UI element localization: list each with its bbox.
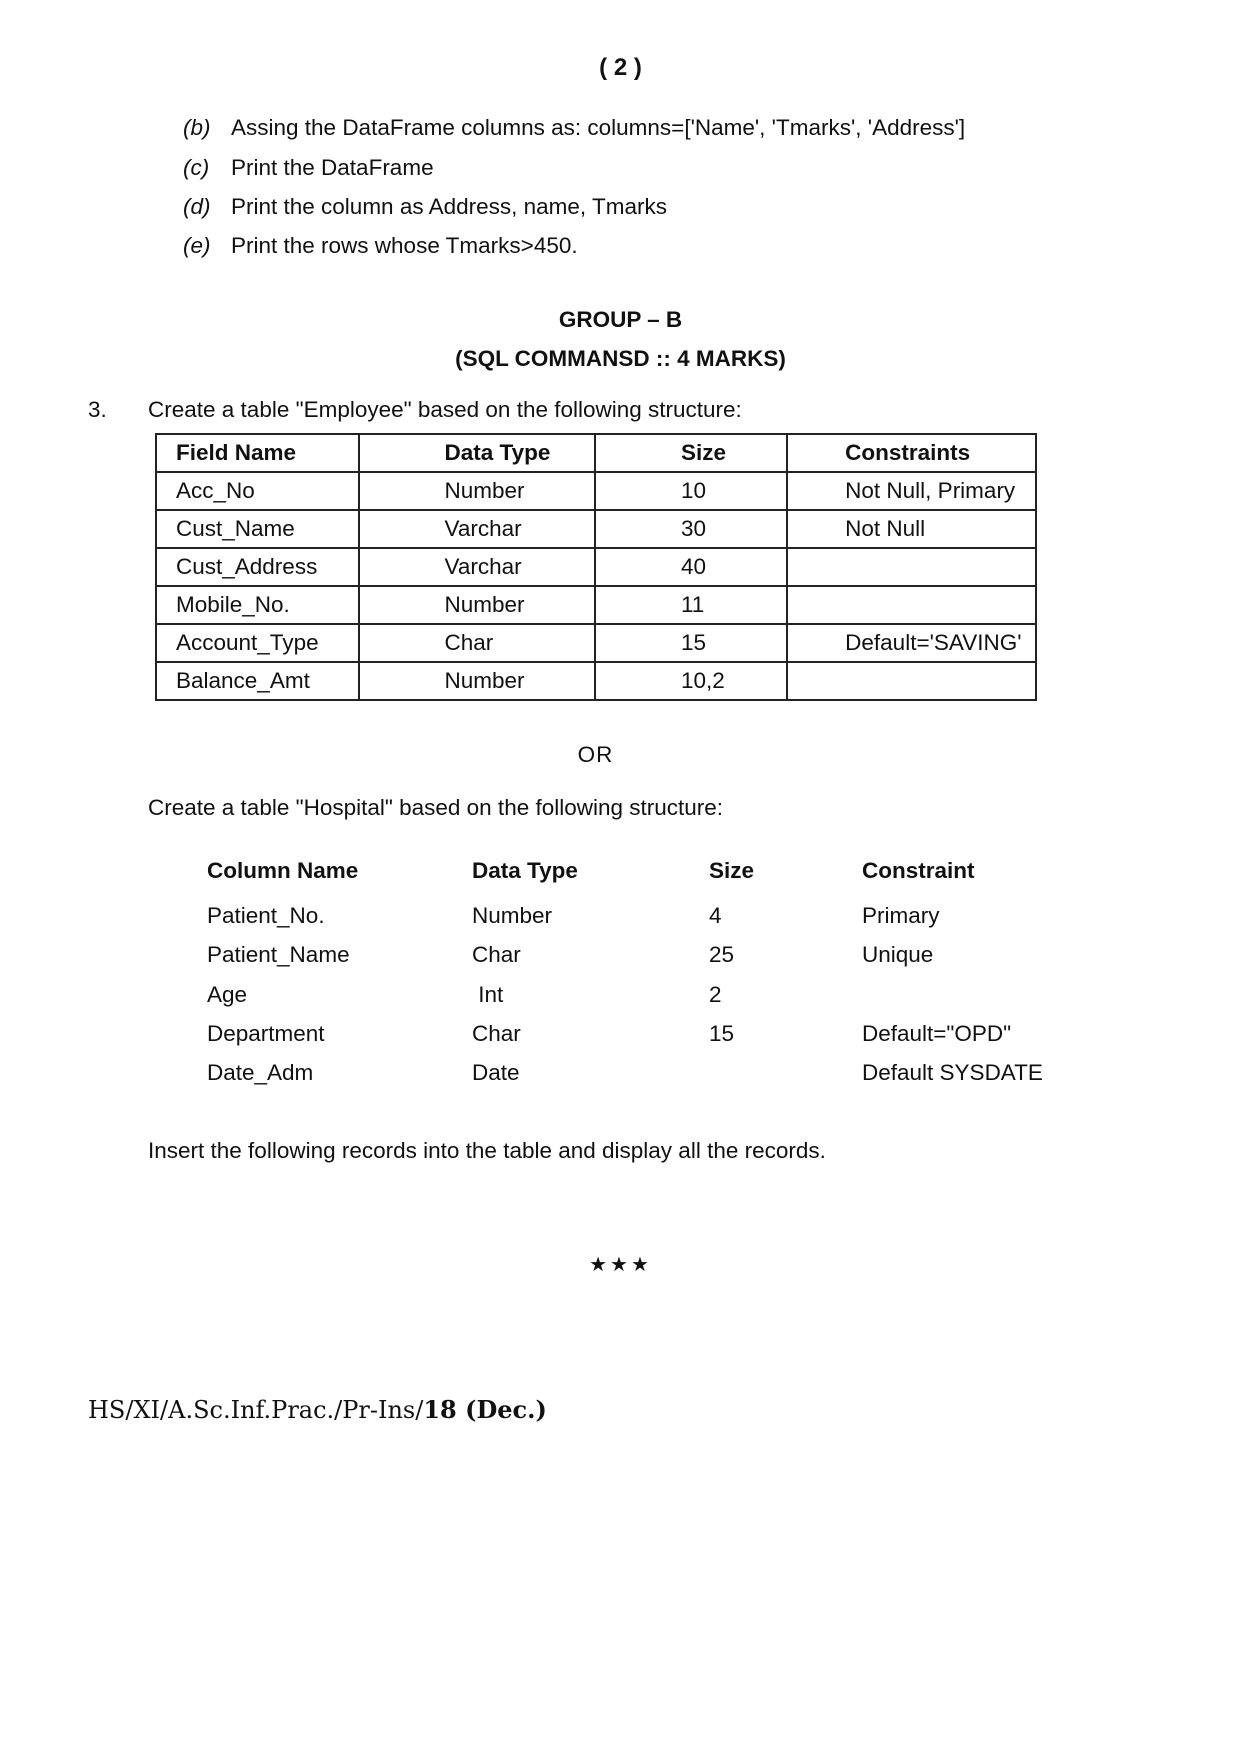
sub-item-label: (c) xyxy=(183,155,210,180)
header-cell: Size xyxy=(709,858,755,883)
table-cell: 30 xyxy=(595,510,787,548)
table-cell: Varchar xyxy=(359,510,595,548)
sub-item-d xyxy=(183,194,667,220)
hospital-table xyxy=(0,858,1241,1098)
table-cell: Patient_No. xyxy=(207,903,325,928)
table-cell: Varchar xyxy=(359,548,595,586)
sub-item-e xyxy=(183,233,578,259)
table-cell: Unique xyxy=(862,942,934,967)
sub-item-b xyxy=(183,115,965,141)
table-cell xyxy=(787,586,1036,624)
employee-prompt: Create a table "Employee" based on the following structure: xyxy=(148,397,742,422)
table-cell: Date_Adm xyxy=(207,1060,314,1085)
table-cell: Number xyxy=(359,662,595,700)
table-cell: Cust_Name xyxy=(156,510,359,548)
table-row xyxy=(156,662,1036,700)
insert-instruction: Insert the following records into the table and display all the records. xyxy=(148,1138,826,1163)
table-cell: Patient_Name xyxy=(207,942,350,967)
sub-item-text: Assing the DataFrame columns as: columns=['Name', 'Tmarks', 'Address'] xyxy=(231,115,966,140)
end-stars: ★★★ xyxy=(589,1254,652,1276)
hospital-prompt: Create a table "Hospital" based on the following structure: xyxy=(148,795,724,820)
header-cell: Column Name xyxy=(207,858,359,883)
table-cell: Default='SAVING' xyxy=(787,624,1036,662)
or-separator: OR xyxy=(577,742,614,767)
table-cell: Department xyxy=(207,1021,325,1046)
sub-item-c xyxy=(183,155,434,181)
table-cell: Default="OPD" xyxy=(862,1021,1012,1046)
paper-code: HS/XI/A.Sc.Inf.Prac./Pr-Ins/ xyxy=(88,1396,424,1424)
table-cell: Date xyxy=(472,1060,520,1085)
group-title: GROUP – B xyxy=(558,307,683,332)
table-cell: 40 xyxy=(595,548,787,586)
sub-item-text: Print the DataFrame xyxy=(231,155,434,180)
paper-code-footer xyxy=(88,1395,547,1424)
table-cell: Int xyxy=(472,982,504,1007)
header-cell: Constraint xyxy=(862,858,975,883)
table-cell: 2 xyxy=(709,982,722,1007)
page-number: ( 2 ) xyxy=(599,54,642,81)
sub-item-label: (b) xyxy=(183,115,211,140)
header-cell: Data Type xyxy=(359,434,595,472)
header-cell: Data Type xyxy=(472,858,578,883)
header-cell: Field Name xyxy=(156,434,359,472)
table-cell: Not Null, Primary xyxy=(787,472,1036,510)
table-row xyxy=(156,472,1036,510)
table-row xyxy=(156,624,1036,662)
sub-item-text: Print the rows whose Tmarks>450. xyxy=(231,233,578,258)
paper-code-session: 18 (Dec.) xyxy=(423,1395,547,1424)
table-cell: Mobile_No. xyxy=(156,586,359,624)
employee-table xyxy=(155,433,1037,701)
table-cell: Number xyxy=(359,586,595,624)
question-number: 3. xyxy=(88,397,107,422)
table-cell: 11 xyxy=(595,586,787,624)
table-cell: Cust_Address xyxy=(156,548,359,586)
table-cell xyxy=(787,662,1036,700)
table-cell: Char xyxy=(472,1021,521,1046)
table-cell: 15 xyxy=(709,1021,735,1046)
table-cell: Default SYSDATE xyxy=(862,1060,1043,1085)
table-cell: Not Null xyxy=(787,510,1036,548)
header-cell: Constraints xyxy=(787,434,1036,472)
group-subtitle: (SQL COMMANSD :: 4 MARKS) xyxy=(455,346,786,371)
table-cell: 4 xyxy=(709,903,722,928)
header-cell: Size xyxy=(595,434,787,472)
table-cell: Balance_Amt xyxy=(156,662,359,700)
table-cell: Char xyxy=(472,942,521,967)
table-cell: Age xyxy=(207,982,248,1007)
table-cell: 25 xyxy=(709,942,735,967)
table-cell: 10,2 xyxy=(595,662,787,700)
table-row xyxy=(156,548,1036,586)
sub-item-label: (e) xyxy=(183,233,211,258)
table-cell: 10 xyxy=(595,472,787,510)
table-row xyxy=(156,586,1036,624)
sub-item-label: (d) xyxy=(183,194,211,219)
table-cell: Primary xyxy=(862,903,940,928)
table-cell: 15 xyxy=(595,624,787,662)
table-cell: Number xyxy=(472,903,553,928)
table-cell: Account_Type xyxy=(156,624,359,662)
table-cell: Acc_No xyxy=(156,472,359,510)
table-row xyxy=(156,510,1036,548)
table-header-row xyxy=(156,434,1036,472)
table-cell xyxy=(787,548,1036,586)
sub-item-text: Print the column as Address, name, Tmarks xyxy=(231,194,668,219)
table-cell: Char xyxy=(359,624,595,662)
table-cell: Number xyxy=(359,472,595,510)
